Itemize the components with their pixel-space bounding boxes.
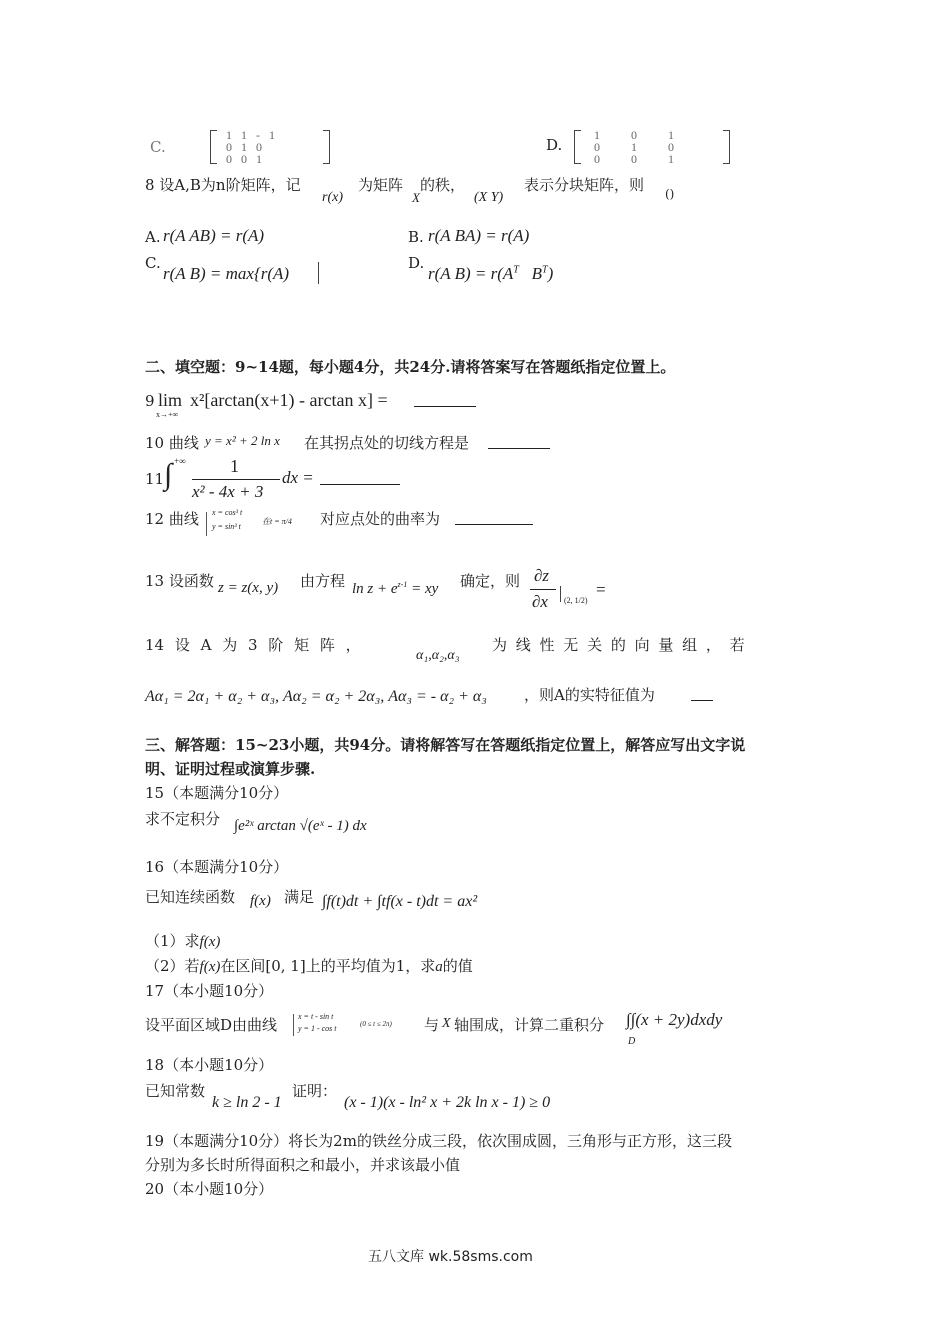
q8-stem-a: 8 设A,B为n阶矩阵，记: [145, 176, 301, 194]
q13-eq: [352, 580, 438, 598]
q13-eval-bar: [560, 586, 561, 602]
q16-p1-f: f(x): [199, 934, 221, 950]
q16-p2-a: （2）若: [145, 957, 200, 975]
q17-text-c: 轴围成，计算二重积分: [454, 1016, 605, 1034]
q8-opt-d-main: r(A B) = r(A: [428, 264, 514, 283]
q7-d-matrix: [574, 128, 730, 166]
q13-frac-num: ∂z: [534, 566, 550, 585]
q7-c-matrix: [210, 128, 330, 166]
q18-head: 18（本小题10分）: [145, 1056, 274, 1074]
q12-suffix: 对应点处的曲率为: [320, 510, 441, 528]
q13-mid: 由方程: [300, 572, 346, 590]
q8-opt-c-label: C.: [145, 254, 161, 272]
q11-dx: dx =: [282, 468, 314, 487]
q9-num: 9: [145, 392, 155, 410]
q11-num: 11: [145, 470, 165, 488]
q17-text-a: 设平面区域D由曲线: [145, 1016, 278, 1034]
q16-fx: f(x): [250, 893, 271, 909]
q8-opt-d-end: ): [547, 264, 554, 283]
section2-title: 二、填空题：9~14题，每小题4分，共24分.请将答案写在答题纸指定位置上。: [145, 358, 676, 376]
q8-stem-c: 的秩，: [420, 176, 466, 194]
q13-prefix: 13 设函数: [145, 572, 214, 590]
q8-opt-a-label: A.: [145, 228, 161, 246]
q11-numer: 1: [230, 456, 239, 476]
q8-stem-b: 为矩阵: [358, 176, 404, 194]
q10-eq: y = x² + 2 ln x: [205, 433, 280, 448]
q11-blank: [320, 484, 400, 485]
q18-expr: (x - 1)(x - ln² x + 2k ln x - 1) ≥ 0: [344, 1094, 551, 1111]
q16-text: 已知连续函数: [145, 888, 236, 906]
q12-line1: x = cos³ t: [212, 508, 243, 517]
q15-expr: ∫e²ˣ arctan √(eˣ - 1) dx: [234, 818, 367, 834]
q16-p1: [145, 930, 220, 951]
q7-d-row3: 0 0 1: [594, 152, 674, 166]
q16-p2-b: 在区间[0, 1]上的平均值为1，求: [220, 957, 436, 975]
q14-suffix: ，则A的实特征值为: [524, 686, 655, 704]
q17-range: (0 ≤ t ≤ 2π): [360, 1020, 392, 1028]
q17-brace: [293, 1014, 294, 1036]
q8-x: X: [412, 190, 420, 205]
footer-watermark: 五八文库 wk.58sms.com: [368, 1249, 533, 1265]
q11-denom: x² - 4x + 3: [192, 482, 264, 501]
q18-cond: k ≥ ln 2 - 1: [212, 1094, 282, 1111]
q14-alphas: α₁,α₂,α₃: [416, 648, 460, 663]
q9-lim: lim: [158, 390, 183, 410]
q11-int-sign: ∫: [164, 458, 173, 491]
q11-upper: +∞: [174, 456, 186, 466]
q17-expr: ∫∫(x + 2y)dxdy: [626, 1010, 723, 1029]
q18-text: 已知常数: [145, 1082, 206, 1100]
q14-blank: [691, 700, 713, 701]
q10-suffix: 在其拐点处的切线方程是: [304, 434, 470, 452]
q8-opt-d: [428, 264, 553, 284]
q13-frac-den: ∂x: [532, 592, 548, 611]
q11-fraction-bar: [192, 479, 280, 480]
q17-curve1: x = t - sin t: [298, 1012, 334, 1021]
q12-line2: y = sin³ t: [212, 522, 241, 531]
q8-opt-c: r(A B) = max{r(A): [163, 264, 290, 283]
q16-p2: [145, 955, 473, 976]
q16-p2-f: f(x): [199, 959, 221, 975]
q8-opt-b-label: B.: [408, 228, 424, 246]
q14-eq: Aα₁ = 2α₁ + α₂ + α₃, Aα₂ = α₂ + 2α₃, Aα₃ = - α₂ + α₃: [145, 688, 487, 705]
q16-p2-a-var: a: [435, 959, 443, 975]
q7-c-row1: 1 1 - 1: [226, 128, 278, 142]
q19-line1: 19（本题满分10分）将长为2m的铁丝分成三段，依次围成圆，三角形与正方形，这三段: [145, 1132, 732, 1150]
q8-opt-d-label: D.: [408, 254, 425, 272]
q13-eq-end: = xy: [407, 581, 439, 597]
q13-mid2: 确定，则: [460, 572, 521, 590]
q8-opt-d-t2: T: [542, 264, 548, 276]
q7-d-row1: 1 0 1: [594, 128, 674, 142]
q17-domain: D: [628, 1036, 636, 1047]
q8-opt-d-b: B: [531, 264, 542, 283]
q8-answer-paren: (): [665, 187, 675, 201]
q13-frac-bar: [530, 589, 556, 590]
q16-head: 16（本题满分10分）: [145, 858, 289, 876]
q8-opt-c-brace: [318, 262, 319, 284]
q12-prefix: 12 曲线: [145, 510, 199, 528]
q8-opt-d-t1: T: [513, 264, 519, 276]
q8-opt-b: r(A BA) = r(A): [428, 226, 530, 245]
q15-text: 求不定积分: [145, 810, 221, 828]
q13-eq-exp: z-1: [397, 580, 408, 589]
q7-d-label: D.: [546, 136, 563, 154]
q17-text-b: 与: [424, 1016, 440, 1034]
q7-c-row3: 0 0 1: [226, 152, 265, 166]
q17-x: X: [442, 1016, 451, 1031]
q8-xy: (X Y): [474, 190, 504, 205]
q16-expr: ∫f(t)dt + ∫tf(x - t)dt = ax²: [322, 893, 478, 910]
q16-p2-c: 的值: [442, 957, 473, 975]
q13-eq-sign: =: [596, 580, 606, 599]
q7-c-label: C.: [150, 138, 166, 156]
section3-line1: 三、解答题：15~23小题，共94分。请将解答写在答题纸指定位置上，解答应写出文字说: [145, 736, 746, 754]
q17-curve2: y = 1 - cos t: [298, 1024, 337, 1033]
q9-expr: x²[arctan(x+1) - arctan x] =: [190, 390, 388, 410]
q15-head: 15（本题满分10分）: [145, 784, 289, 802]
q10-blank: [488, 448, 550, 449]
q12-point: 在t = π/4: [262, 517, 292, 526]
q12-blank: [455, 524, 533, 525]
q16-p1-text: （1）求: [145, 932, 200, 950]
q17-head: 17（本小题10分）: [145, 982, 274, 1000]
section3-line2: 明、证明过程或演算步骤.: [145, 760, 316, 778]
q20-head: 20（本小题10分）: [145, 1180, 274, 1198]
q14-line1: 14 设 A 为 3 阶 矩 阵 ，: [145, 636, 361, 654]
q16-mid: 满足: [284, 888, 315, 906]
q13-eq-main: ln z + e: [352, 581, 398, 597]
q10-prefix: 10 曲线: [145, 434, 199, 452]
q13-func: z = z(x, y): [218, 580, 279, 596]
q8-stem-d: 表示分块矩阵，则: [524, 176, 645, 194]
q7-c-row2: 0 1 0: [226, 140, 265, 154]
q9-lim-sub: x→+∞: [156, 410, 179, 419]
q8-opt-a: r(A AB) = r(A): [163, 226, 265, 245]
q13-at: (2, 1/2): [564, 596, 588, 605]
q7-d-row2: 0 1 0: [594, 140, 674, 154]
q12-brace: [206, 512, 207, 536]
q9-blank: [414, 406, 476, 407]
q14-line1-end: 为 线 性 无 关 的 向 量 组 ， 若: [492, 636, 745, 654]
q19-line2: 分别为多长时所得面积之和最小，并求该最小值: [145, 1156, 461, 1174]
q18-proof: 证明：: [292, 1082, 338, 1100]
q8-rx: r(x): [322, 190, 343, 205]
